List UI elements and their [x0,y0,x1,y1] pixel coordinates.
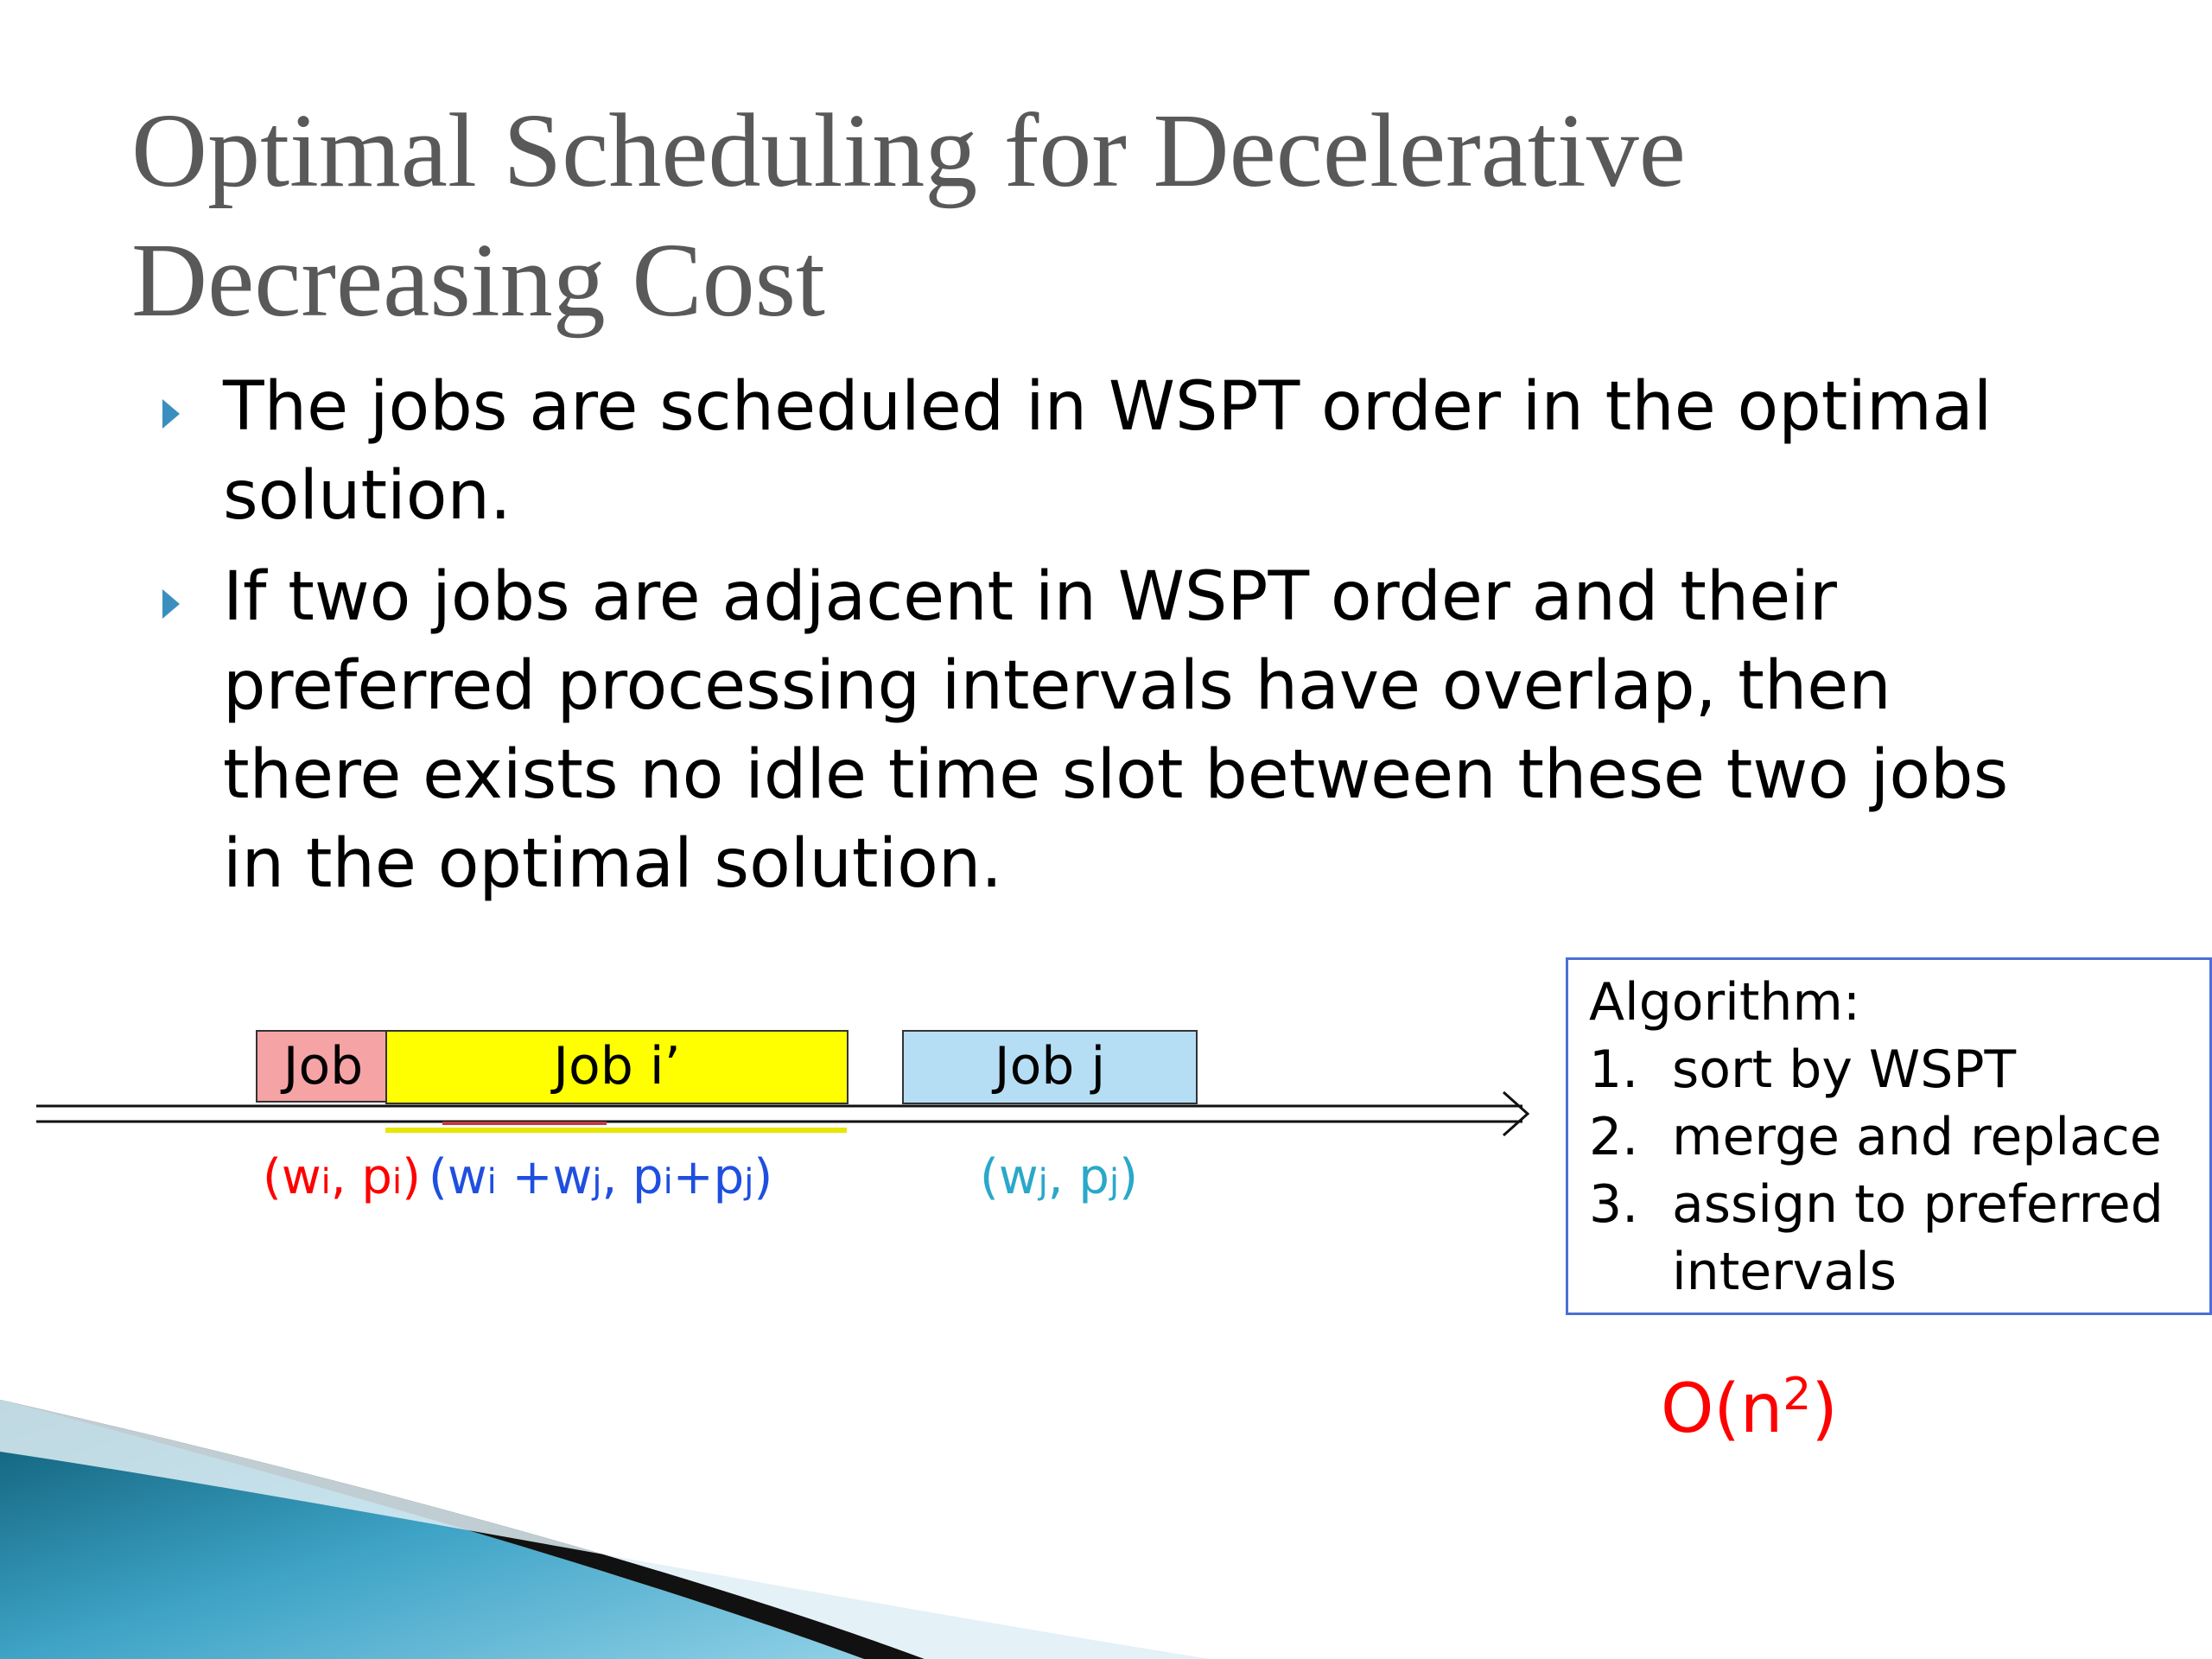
algorithm-step-text: merge and replace [1672,1107,2162,1167]
algorithm-box [1566,957,2212,1315]
triangle-bullet-icon [162,589,180,619]
job-i-block [256,1030,391,1103]
job-i-prime-label: Job i’ [553,1036,681,1096]
algorithm-step [1589,1103,2209,1171]
job-i-prime-block [385,1030,849,1104]
job-j-label: Job j [994,1036,1106,1096]
job-i-weight-time-label: (wi, pi) [263,1149,421,1205]
bullet-item [156,553,2074,909]
algorithm-step-number: 1. [1589,1039,1639,1100]
slide-title-line-1: Optimal Scheduling for Decelerative [131,92,1686,209]
algorithm-step-number: 3. [1589,1174,1639,1235]
bullet-text: If two jobs are adjacent in WSPT order and their preferred processing intervals have overlap, then there exists no idle time slot between these two jobs in the optimal solution. [223,558,2009,903]
complexity-label: $O(n^2)$ [1661,1369,1838,1448]
algorithm-step [1589,1036,2209,1103]
algorithm-step-text: sort by WSPT [1672,1039,2017,1100]
schedule-diagram [0,994,1555,1253]
job-i-prime-weight-time-label: (wi +wj, pi+pj) [429,1149,773,1205]
triangle-bullet-icon [162,399,180,429]
slide-title-line-2: Decreasing Cost [131,222,825,339]
bullet-text: The jobs are scheduled in WSPT order in the optimal solution. [223,368,1993,535]
algorithm-step-number: 2. [1589,1107,1639,1167]
job-i-label: Job [283,1036,364,1096]
algorithm-step [1589,1171,2209,1306]
bullet-list [156,363,2074,921]
bullet-item [156,363,2074,541]
job-j-block [902,1030,1198,1104]
slide-title [131,86,2119,346]
algorithm-heading: Algorithm: [1589,972,1861,1033]
decorative-swoosh [0,1348,1210,1659]
job-j-weight-time-label: (wj, pj) [980,1149,1138,1205]
algorithm-step-text: assign to preferred intervals [1672,1174,2164,1302]
